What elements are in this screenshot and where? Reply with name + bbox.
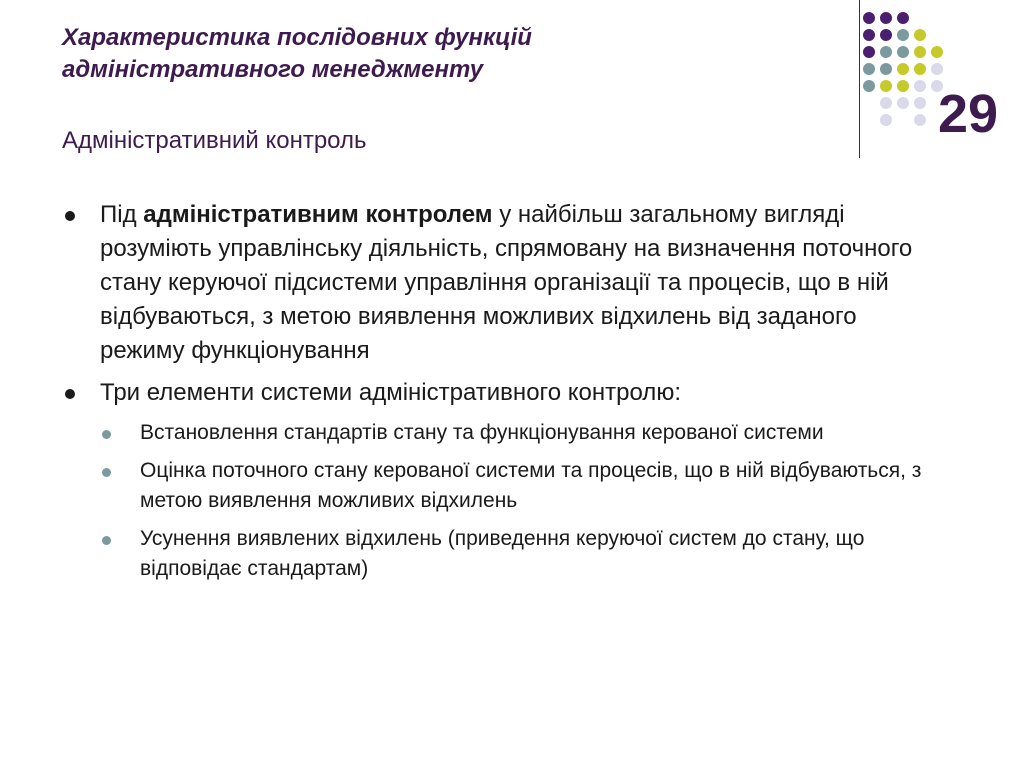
elements-sublist <box>62 418 922 584</box>
slide-subtitle: Адміністративний контроль <box>62 127 367 154</box>
sub-bullet-correction <box>100 524 922 584</box>
bullet-elements <box>62 376 922 410</box>
decorative-dot <box>914 46 926 58</box>
slide-title-line-2: адміністративного менеджменту <box>62 56 484 83</box>
decorative-dot <box>897 97 909 109</box>
decorative-dot <box>880 80 892 92</box>
decorative-dot <box>863 63 875 75</box>
sub-bullet-text: Усунення виявлених відхилень (приведення керуючої систем до стану, що відповідає стандартам) <box>140 527 865 580</box>
decorative-dot-grid <box>863 12 943 142</box>
decorative-dot <box>897 46 909 58</box>
decorative-dot <box>863 29 875 41</box>
slide-title-line-1: Характеристика послідовних функцій <box>62 24 532 51</box>
decorative-dot <box>863 80 875 92</box>
decorative-dot <box>931 63 943 75</box>
decorative-dot <box>863 46 875 58</box>
decorative-dot <box>897 29 909 41</box>
decorative-dot <box>931 46 943 58</box>
sub-bullet-text: Встановлення стандартів стану та функціонування керованої системи <box>140 421 824 444</box>
bullet-dot-icon <box>65 389 75 399</box>
sub-bullet-text: Оцінка поточного стану керованої системи та процесів, що в ній відбуваються, з метою виявлення можливих відхилень <box>140 459 922 512</box>
slide-number: 29 <box>938 84 999 144</box>
bullet-elements-text: Три елементи системи адміністративного контролю: <box>100 379 681 406</box>
decorative-dot <box>880 29 892 41</box>
sub-bullet-assessment <box>100 456 922 516</box>
bullet-definition-term: адміністративним контролем <box>143 201 493 228</box>
decorative-dot <box>880 12 892 24</box>
decorative-dot <box>914 63 926 75</box>
bullet-dot-icon <box>65 211 75 221</box>
sub-bullet-standards <box>100 418 922 448</box>
bullet-definition-text: у найбільш загальному вигляді розуміють управлінську діяльність, спрямовану на визначення поточного стану керуючої підсистеми управління організації та процесів, що в ній відбуваються, з метою виявлення можливих відхилень від заданого режиму функціонування <box>100 201 913 364</box>
sub-bullet-dot-icon <box>102 468 111 477</box>
decorative-dot <box>880 63 892 75</box>
bullet-definition-prefix: Під <box>100 201 144 228</box>
decorative-dot <box>897 63 909 75</box>
decorative-dot <box>897 80 909 92</box>
decorative-dot <box>880 114 892 126</box>
decorative-dot <box>863 12 875 24</box>
decorative-dot <box>914 114 926 126</box>
decorative-dot <box>880 46 892 58</box>
decorative-dot <box>880 97 892 109</box>
bullet-definition <box>62 198 922 368</box>
slide-content <box>62 198 922 592</box>
decorative-dot <box>897 12 909 24</box>
decorative-dot <box>914 97 926 109</box>
sub-bullet-dot-icon <box>102 430 111 439</box>
sub-bullet-dot-icon <box>102 536 111 545</box>
decorative-divider <box>859 0 860 158</box>
decorative-dot <box>914 29 926 41</box>
slide-title <box>62 22 822 86</box>
decorative-dot <box>914 80 926 92</box>
